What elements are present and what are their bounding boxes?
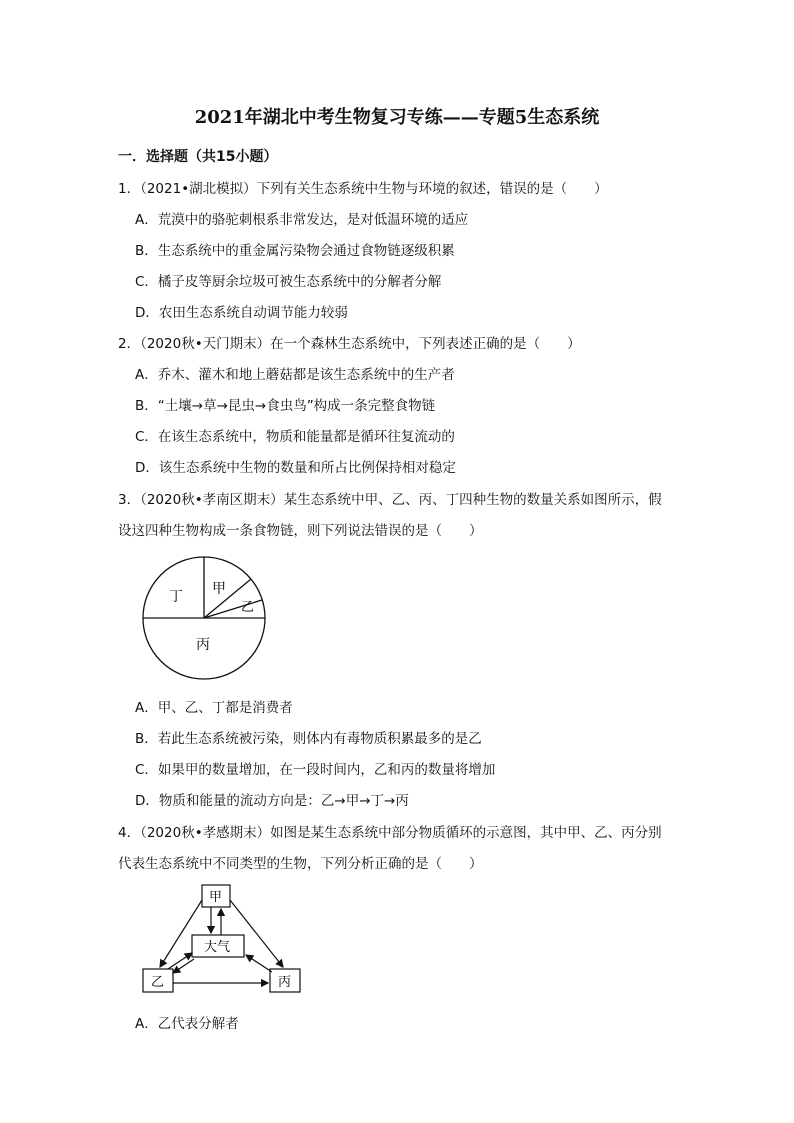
pie-label-ding: 丁	[169, 589, 183, 605]
section-heading: 一．选择题（共15小题）	[118, 149, 278, 165]
question-4-option-a: A．乙代表分解者	[135, 1016, 239, 1032]
question-2-stem: 2．（2020秋•天门期末）在一个森林生态系统中，下列表述正确的是（ ）	[118, 336, 581, 352]
question-2-option-a: A．乔木、灌木和地上蘑菇都是该生态系统中的生产者	[135, 367, 455, 383]
label-jia: 甲	[209, 890, 223, 905]
question-2-option-b: B．“土壤→草→昆虫→食虫鸟”构成一条完整食物链	[135, 398, 436, 414]
question-1-option-a: A．荒漠中的骆驼刺根系非常发达，是对低温环境的适应	[135, 212, 469, 228]
question-2-option-d: D．该生态系统中生物的数量和所占比例保持相对稳定	[135, 460, 456, 476]
document-title: 2021年湖北中考生物复习专练——专题5生态系统	[194, 107, 600, 128]
question-3-stem-line1: 3．（2020秋•孝南区期末）某生态系统中甲、乙、丙、丁四种生物的数量关系如图所示，假	[118, 492, 662, 508]
label-bing: 丙	[278, 975, 292, 990]
population-pie-figure	[138, 547, 273, 680]
pie-label-bing: 丙	[196, 637, 210, 653]
material-cycle-diagram	[138, 880, 308, 1000]
question-4-stem-line2: 代表生态系统中不同类型的生物，下列分析正确的是（ ）	[118, 856, 483, 872]
question-1-option-b: B．生态系统中的重金属污染物会通过食物链逐级积累	[135, 243, 455, 259]
question-3-stem-line2: 设这四种生物构成一条食物链，则下列说法错误的是（ ）	[118, 523, 483, 539]
pie-label-yi: 乙	[241, 600, 255, 615]
question-3-option-a: A．甲、乙、丁都是消费者	[135, 700, 293, 716]
pie-label-jia: 甲	[212, 581, 226, 597]
question-1-option-d: D．农田生态系统自动调节能力较弱	[135, 305, 348, 321]
question-1-option-c: C．橘子皮等厨余垃圾可被生态系统中的分解者分解	[135, 274, 442, 290]
question-3-option-b: B．若此生态系统被污染，则体内有毒物质积累最多的是乙	[135, 731, 482, 747]
label-atmosphere: 大气	[204, 940, 231, 955]
question-3-option-d: D．物质和能量的流动方向是：乙→甲→丁→丙	[135, 793, 409, 809]
arrow-bing-to-atmosphere	[246, 955, 272, 972]
arrow-atmosphere-to-yi	[173, 959, 194, 973]
question-2-option-c: C．在该生态系统中，物质和能量都是循环往复流动的	[135, 429, 455, 445]
question-3-option-c: C．如果甲的数量增加，在一段时间内，乙和丙的数量将增加	[135, 762, 496, 778]
question-4-stem-line1: 4．（2020秋•孝感期末）如图是某生态系统中部分物质循环的示意图，其中甲、乙、丙分别	[118, 825, 662, 841]
arrow-yi-to-atmosphere	[168, 953, 192, 969]
label-yi: 乙	[151, 975, 165, 990]
question-1-stem: 1．（2021•湖北模拟）下列有关生态系统中生物与环境的叙述，错误的是（ ）	[118, 181, 608, 197]
